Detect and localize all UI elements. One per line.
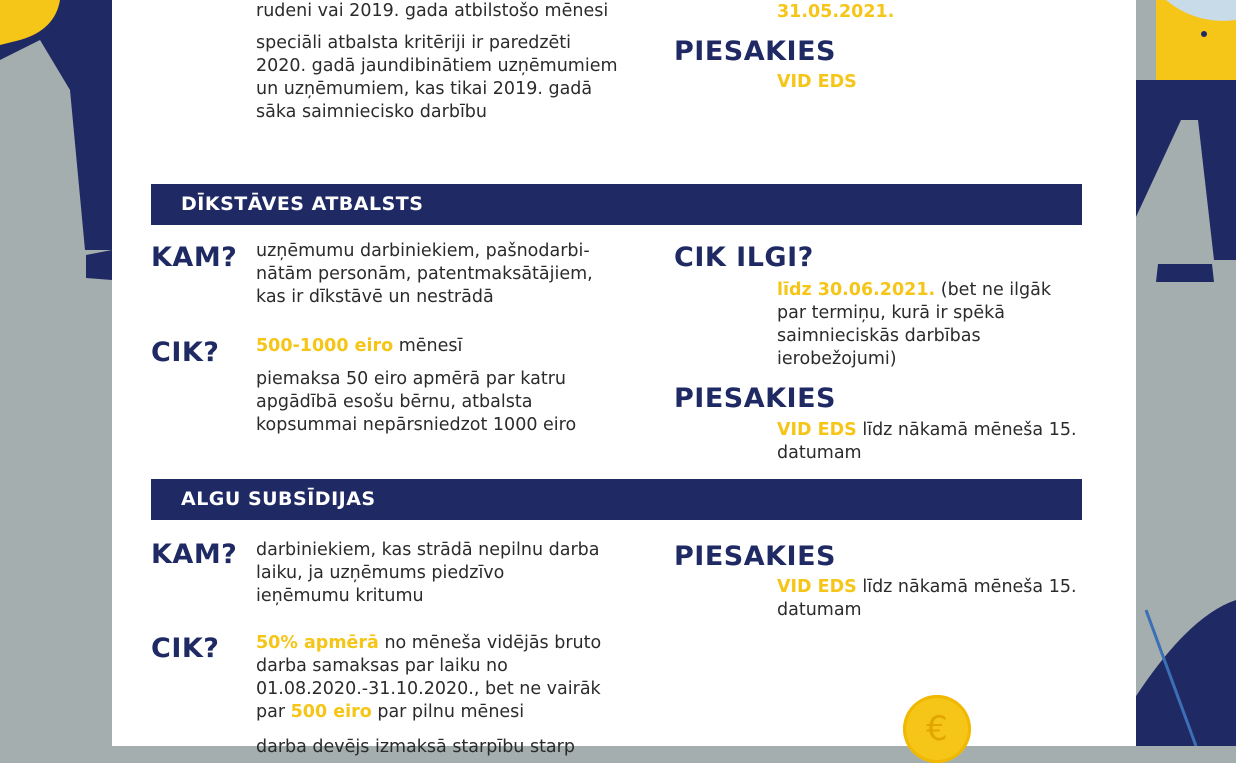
- top-deadline-date: 31.05.2021.: [777, 2, 895, 22]
- wages-kam-label: KAM?: [151, 539, 238, 570]
- downtime-duration-date: līdz 30.06.2021.: [777, 280, 936, 300]
- wages-cik-text1: no mēneša vidējās bruto darba samaksas par laiku no 01.08.2020.-31.10.2020., bet ne vairāk par: [256, 633, 602, 722]
- downtime-kam-text: uzņēmumu darbiniekiem, pašnodarbi-nātām personām, patentmaksātājiem, kas ir dīkstāvē un nestrādā: [256, 241, 593, 307]
- wages-kam-text: darbiniekiem, kas strādā nepilnu darba laiku, ja uzņēmums piedzīvo ieņēmumu kritumu: [256, 540, 600, 606]
- wages-percent: 50% apmērā: [256, 633, 379, 653]
- wages-apply-vid: VID EDS: [777, 577, 857, 597]
- downtime-duration-label: CIK ILGI?: [674, 242, 814, 273]
- euro-coin-icon: €: [903, 695, 971, 763]
- wages-apply-rest: līdz nākamā mēneša 15. datumam: [777, 577, 1077, 620]
- downtime-apply-vid: VID EDS: [777, 420, 857, 440]
- downtime-cik-label: CIK?: [151, 337, 220, 368]
- wages-cik-text: [256, 632, 616, 724]
- downtime-apply-heading: PIESAKIES: [674, 383, 836, 414]
- downtime-apply-rest: līdz nākamā mēneša 15. datumam: [777, 420, 1077, 463]
- downtime-amount: 500-1000 eiro: [256, 336, 394, 356]
- left-figure-illustration: [0, 0, 112, 746]
- downtime-apply-text: [777, 419, 1077, 465]
- downtime-section-header: DĪKSTĀVES ATBALSTS: [151, 184, 1082, 225]
- downtime-duration-text: [777, 279, 1077, 371]
- top-criteria-line: rudeni vai 2019. gada atbilstošo mēnesi: [256, 1, 609, 21]
- wages-section-header: ALGU SUBSĪDIJAS: [151, 479, 1082, 520]
- top-apply-heading: PIESAKIES: [674, 36, 836, 67]
- downtime-child-supplement: piemaksa 50 eiro apmērā par katru apgādībā esošu bērnu, atbalsta kopsummai nepārsniedzot 1000 eiro: [256, 369, 577, 435]
- wages-cap-amount: 500 eiro: [290, 702, 372, 722]
- downtime-cik-line: [256, 335, 626, 358]
- top-special-criteria: speciāli atbalsta kritēriji ir paredzēti 2020. gadā jaundibinātiem uzņēmumiem un uzņēmumiem, kas tikai 2019. gadā sāka saimniecisko darbību: [256, 33, 618, 122]
- wages-apply-heading: PIESAKIES: [674, 541, 836, 572]
- wages-cik-more: darba devējs izmaksā starpību starp: [256, 737, 575, 757]
- right-figure-illustration: [1136, 0, 1236, 746]
- downtime-duration-rest: (bet ne ilgāk par termiņu, kurā ir spēkā saimnieciskās darbības ierobežojumi): [777, 280, 1051, 369]
- downtime-kam-label: KAM?: [151, 242, 238, 273]
- wages-cik-text2: par pilnu mēnesi: [377, 702, 525, 722]
- top-apply-vid-eds: VID EDS: [777, 72, 857, 92]
- wages-cik-label: CIK?: [151, 633, 220, 664]
- downtime-amount-suffix: mēnesī: [398, 336, 463, 356]
- wages-apply-text: [777, 576, 1077, 622]
